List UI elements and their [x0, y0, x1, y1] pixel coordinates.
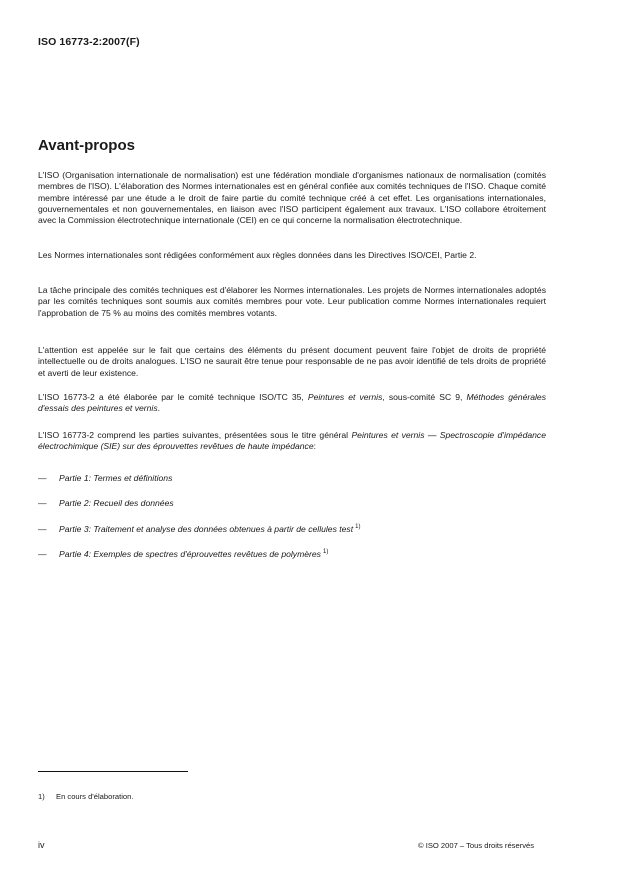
footnote-number: 1) — [38, 792, 45, 801]
list-item-part-4 — [38, 547, 328, 560]
paragraph-technical-committees: La tâche principale des comités techniques est d'élaborer les Normes internationales. Les projets de Normes internationales adoptés par les comités techniques sont soumis aux comités membres pour vote. Leur publication comme Normes internationales requiert l'approbation de 75 % au moins des comités membres votants. — [38, 285, 546, 318]
part-title: Partie 2: Recueil des données — [59, 498, 174, 508]
section-title: Avant-propos — [38, 137, 135, 154]
copyright-notice: © ISO 2007 – Tous droits réservés — [418, 841, 535, 850]
part-title: Partie 1: Termes et définitions — [59, 473, 173, 483]
subcommittee-title: Méthodes générales d'essais des peintures et vernis — [38, 392, 546, 414]
document-id-header: ISO 16773-2:2007(F) — [38, 36, 140, 48]
paragraph-directives: Les Normes internationales sont rédigées conformément aux règles données dans les Directives ISO/CEI, Partie 2. — [38, 250, 477, 260]
text: , sous-comité SC 9, — [382, 392, 467, 402]
list-item-part-2 — [38, 498, 174, 509]
part-title: Partie 3: Traitement et analyse des données obtenues à partir de cellules test — [59, 524, 354, 534]
paragraph-patent-rights: L'attention est appelée sur le fait que certains des éléments du présent document peuvent faire l'objet de droits de propriété intellectuelle ou de droits analogues. L'ISO ne saurait être tenue pour responsable de ne pas avoir identifié de tels droits de propriété et averti de leur existence. — [38, 345, 546, 378]
paragraph-prepared-by — [38, 392, 546, 415]
footnote — [38, 792, 133, 801]
footnote-ref[interactable]: 1) — [322, 549, 329, 555]
committee-title: Peintures et vernis — [307, 392, 383, 402]
footnote-separator — [38, 771, 188, 772]
text: : — [313, 441, 317, 452]
text: . — [157, 403, 161, 414]
list-item-part-1 — [38, 473, 172, 484]
paragraph-parts-intro — [38, 430, 546, 453]
general-title: Peintures et vernis — Spectroscopie d'impédance électrochimique (SIE) sur des éprouvettes revêtues de haute impédance — [38, 430, 546, 452]
em-dash-bullet: — — [38, 498, 47, 508]
text: L'ISO 16773-2 comprend les parties suivantes, présentées sous le titre général — [38, 430, 352, 440]
paragraph-iso-intro: L'ISO (Organisation internationale de normalisation) est une fédération mondiale d'organismes nationaux de normalisation (comités membres de l'ISO). L'élaboration des Normes internationales est en général confiée aux comités techniques de l'ISO. Chaque comité membre intéressé par une étude a le droit de faire partie du comité technique créé à cet effet. Les organisations internationales, gouvernementales et non gouvernementales, en liaison avec l'ISO participent également aux travaux. L'ISO collabore étroitement avec la Commission électrotechnique internationale (CEI) en ce qui concerne la normalisation électrotechnique. — [38, 170, 546, 226]
em-dash-bullet: — — [38, 473, 47, 483]
em-dash-bullet: — — [38, 524, 47, 534]
text: L'ISO 16773-2 a été élaborée par le comité technique ISO/TC 35, — [38, 392, 308, 402]
footnote-text: En cours d'élaboration. — [56, 792, 134, 801]
page-number: iv — [38, 840, 45, 850]
em-dash-bullet: — — [38, 549, 47, 559]
list-item-part-3 — [38, 522, 360, 535]
footnote-ref[interactable]: 1) — [355, 524, 361, 530]
part-title: Partie 4: Exemples de spectres d'éprouvettes revêtues de polymères — [59, 549, 321, 559]
